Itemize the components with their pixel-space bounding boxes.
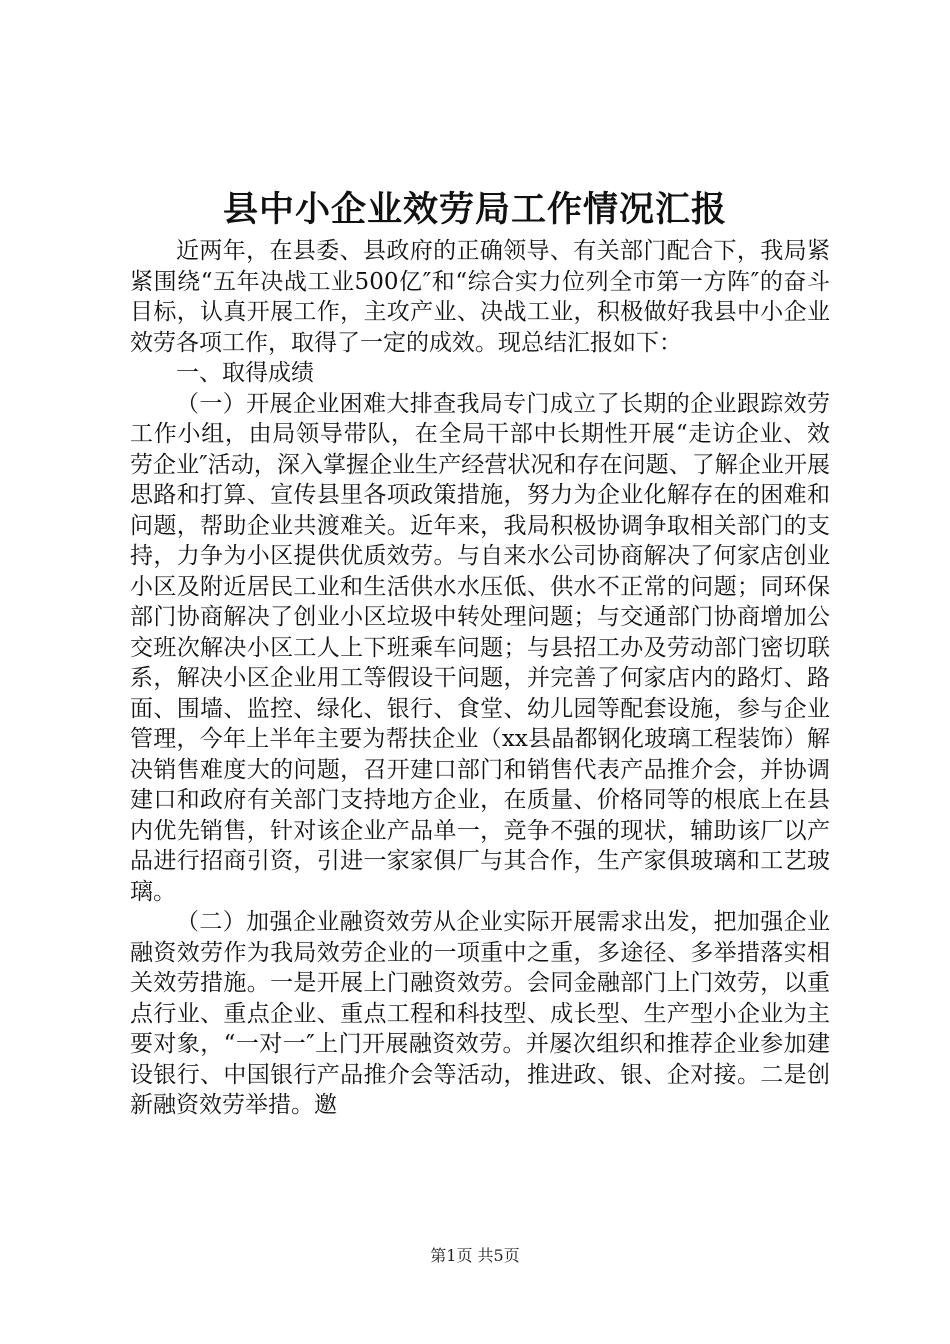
paragraph-enterprise-survey: （一）开展企业困难大排查我局专门成立了长期的企业跟踪效劳工作小组，由局领导带队，在全局干部中长期性开展“走访企业、效劳企业″活动，深入掌握企业生产经营状况和存在问题、了解企业开展思路和打算、宣传县里各项政策措施，努力为企业化解存在的困难和问题，帮助企业共渡难关。近年来，我局积极协调争取相关部门的支持，力争为小区提供优质效劳。与自来水公司协商解决了何家店创业小区及附近居民工业和生活供水水压低、供水不正常的问题；同环保部门协商解决了创业小区垃圾中转处理问题；与交通部门协商增加公交班次解决小区工人上下班乘车问题；与县招工办及劳动部门密切联系，解决小区企业用工等假设干问题，并完善了何家店内的路灯、路面、围墙、监控、绿化、银行、食堂、幼儿园等配套设施，参与企业管理，今年上半年主要为帮扶企业（xx县晶都钢化玻璃工程装饰）解决销售难度大的问题，召开建口部门和销售代表产品推介会，并协调建口和政府有关部门支持地方企业，在质量、价格同等的根底上在县内优先销售，针对该企业产品单一，竞争不强的现状，辅助该厂以产品进行招商引资，引进一家家俱厂与其合作，生产家俱玻璃和工艺玻璃。 [130,390,830,905]
intro-paragraph: 近两年，在县委、县政府的正确领导、有关部门配合下，我局紧紧围绕“五年决战工业500亿″和“综合实力位列全市第一方阵″的奋斗目标，认真开展工作，主攻产业、决战工业，积极做好我县中小企业效劳各项工作，取得了一定的成效。现总结汇报如下： [130,238,830,356]
document-body [130,236,830,1121]
paragraph-financing-service: （二）加强企业融资效劳从企业实际开展需求出发，把加强企业融资效劳作为我局效劳企业的一项重中之重，多途径、多举措落实相关效劳措施。一是开展上门融资效劳。会同金融部门上门效劳，以重点行业、重点企业、重点工程和科技型、成长型、生产型小企业为主要对象，“一对一″上门开展融资效劳。并屡次组织和推荐企业参加建设银行、中国银行产品推介会等活动，推进政、银、企对接。二是创新融资效劳举措。邀 [130,909,830,1118]
section-heading-achievements: 一、取得成绩 [176,360,314,386]
page-number-footer: 第1页 共5页 [430,1246,520,1265]
document-title: 县中小企业效劳局工作情况汇报 [222,189,727,230]
